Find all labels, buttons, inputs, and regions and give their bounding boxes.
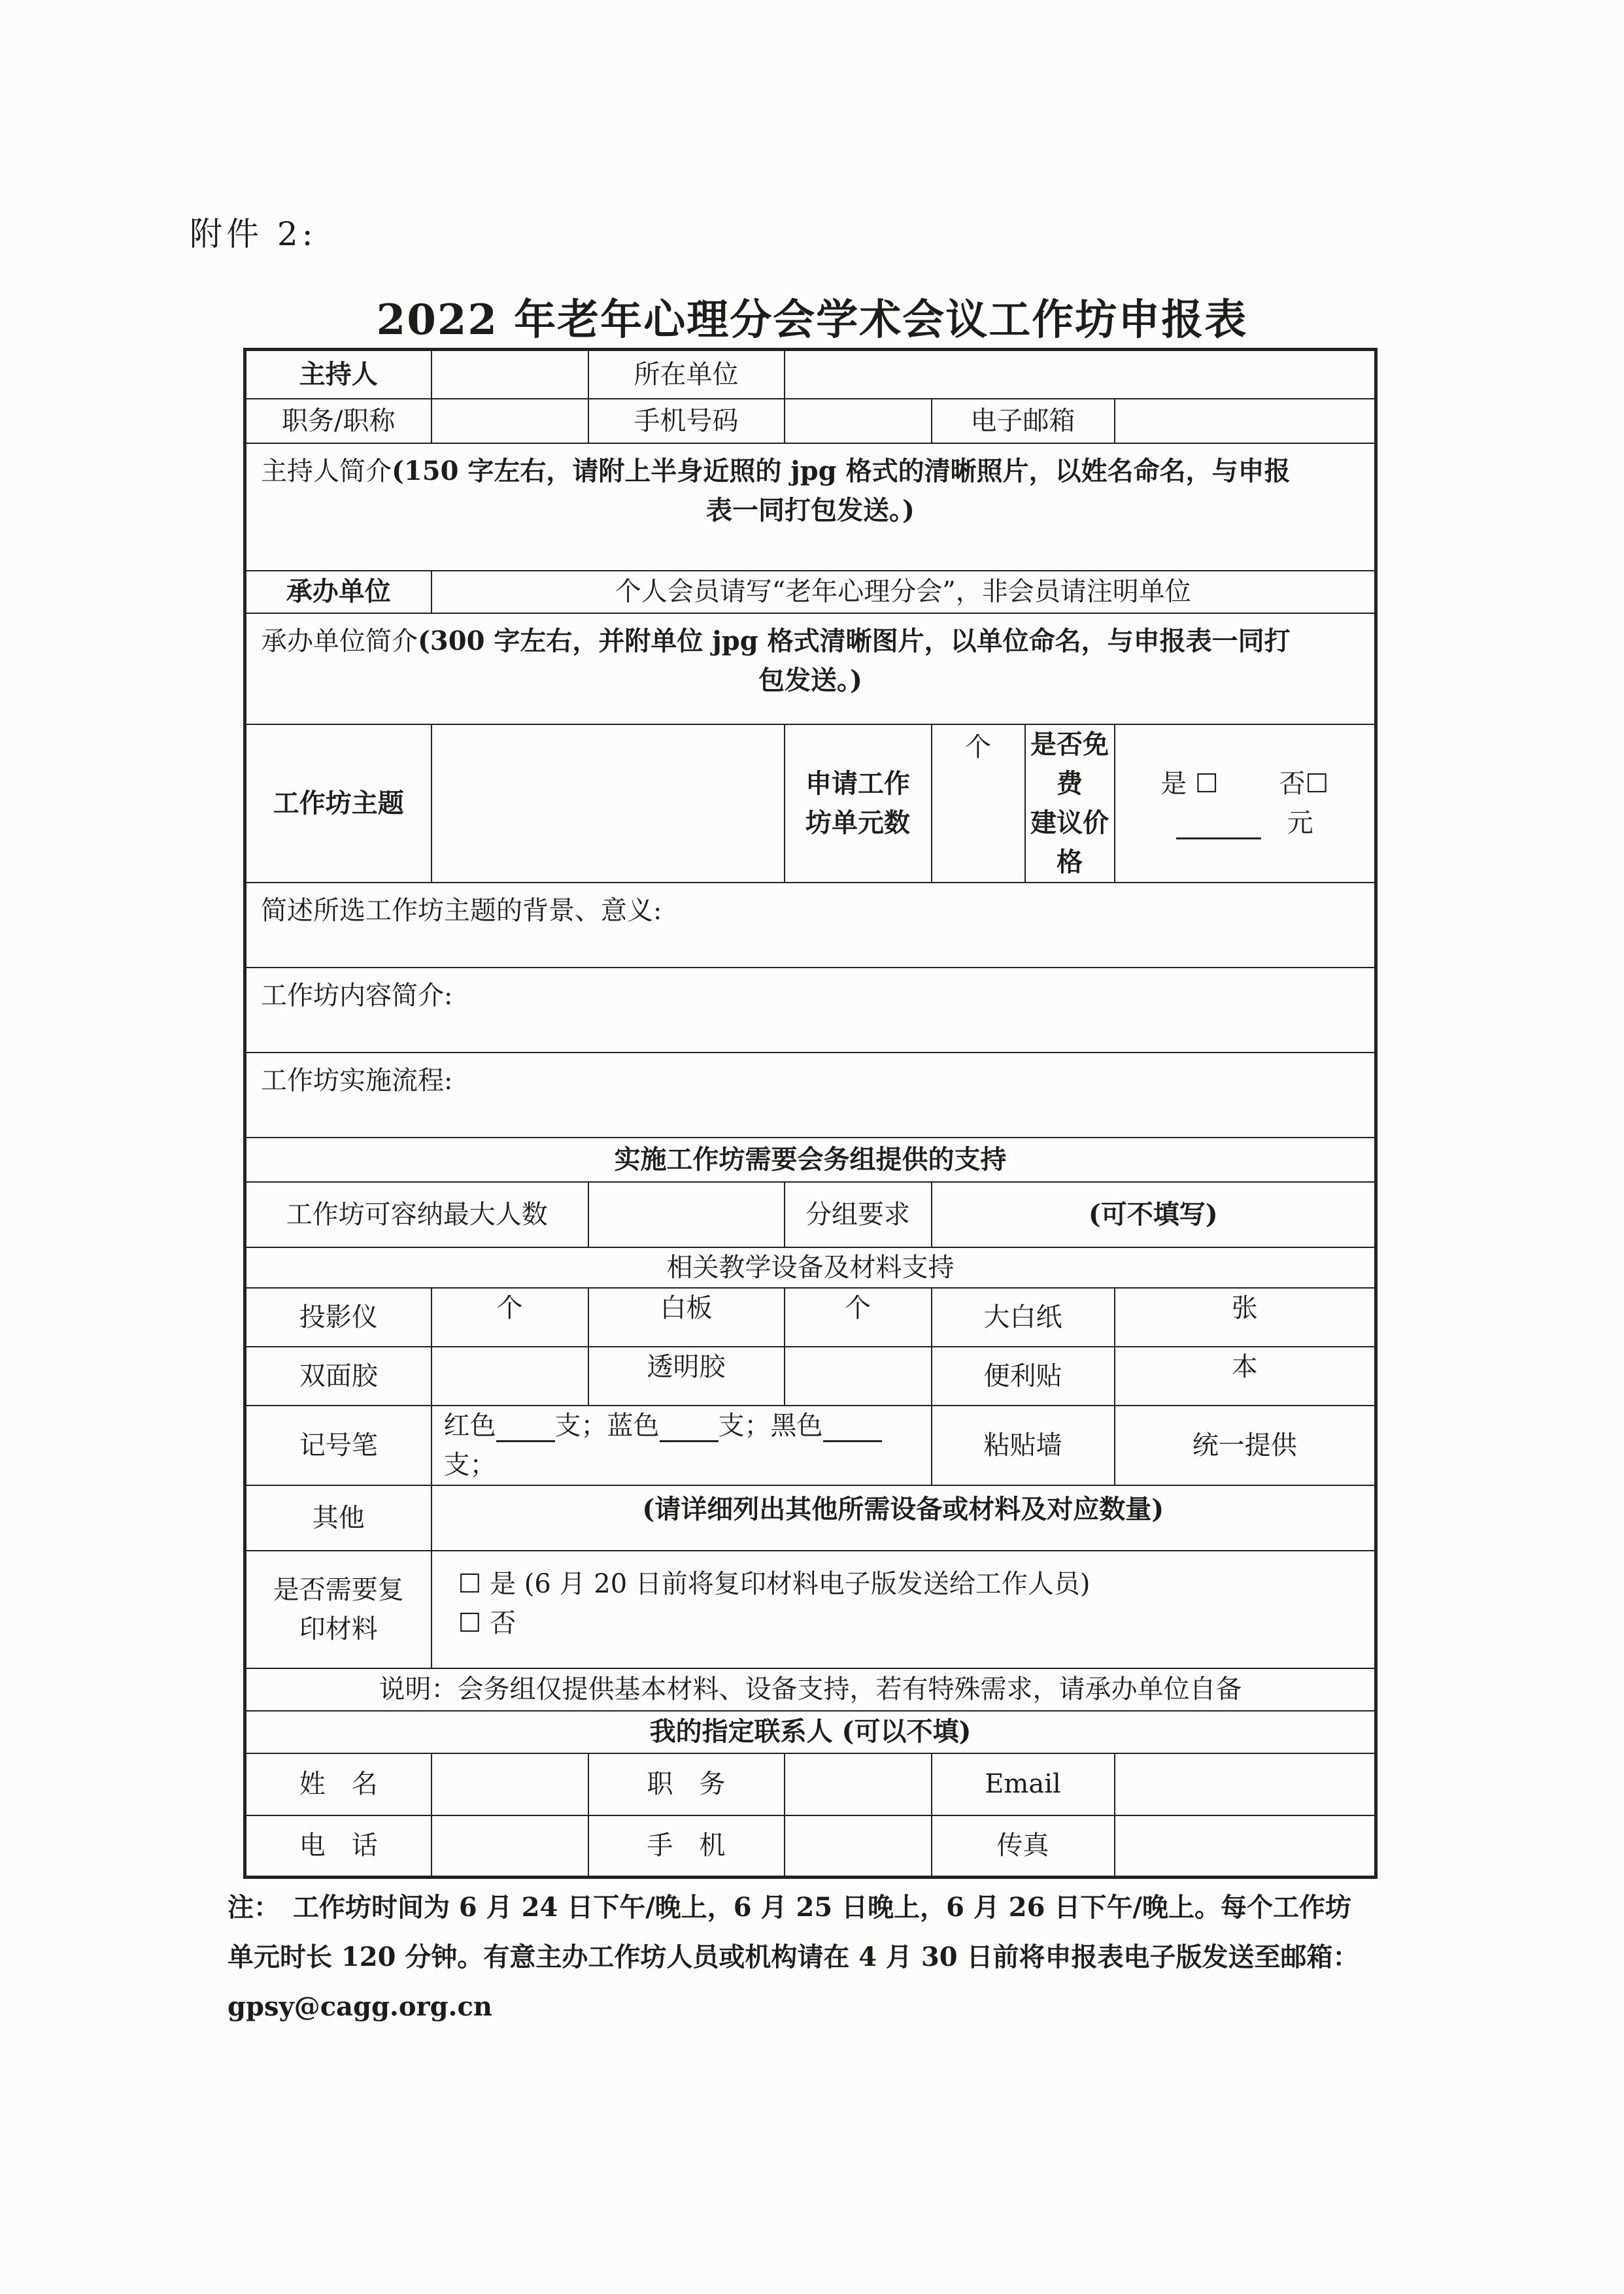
form-title: 2022 年老年心理分会学术会议工作坊申报表 xyxy=(376,295,1248,345)
unit-value-cell[interactable] xyxy=(785,350,1376,399)
blue-unit: 支 xyxy=(718,1410,745,1441)
background-label[interactable]: 简述所选工作坊主题的背景、意义: xyxy=(245,883,1376,968)
support-heading: 实施工作坊需要会务组提供的支持 xyxy=(245,1138,1376,1182)
contact-tel-label: 电 话 xyxy=(245,1815,431,1878)
application-form-table xyxy=(243,348,1378,1879)
process-label[interactable]: 工作坊实施流程: xyxy=(245,1053,1376,1138)
red-label: 红色 xyxy=(443,1410,496,1441)
blue-label: ；蓝色 xyxy=(581,1410,660,1441)
contact-tel-value-cell[interactable] xyxy=(431,1815,588,1878)
black-label: ；黑色 xyxy=(744,1410,823,1441)
host-value-cell[interactable] xyxy=(431,350,588,399)
price-blank[interactable] xyxy=(1176,809,1261,839)
copy-options xyxy=(431,1551,1376,1668)
host-intro-cell[interactable] xyxy=(245,443,1376,571)
workshop-theme-label: 工作坊主题 xyxy=(245,724,431,883)
phone-label: 手机号码 xyxy=(588,399,785,443)
process-row xyxy=(245,1053,1376,1138)
content-row xyxy=(245,968,1376,1053)
marker-colors xyxy=(431,1406,932,1485)
price-suffix: 元 xyxy=(1287,807,1313,838)
sticky-notes-label: 便利贴 xyxy=(932,1347,1115,1406)
contact-row-1 xyxy=(245,1753,1376,1815)
explain-row xyxy=(245,1668,1376,1711)
copy-no-option[interactable]: ☐ 否 xyxy=(458,1608,516,1638)
email-value-cell[interactable] xyxy=(1115,399,1376,443)
transparent-tape-value-cell[interactable] xyxy=(785,1347,932,1406)
other-hint[interactable]: (请详细列出其他所需设备或材料及对应数量) xyxy=(431,1485,1376,1551)
max-people-label: 工作坊可容纳最大人数 xyxy=(245,1182,588,1247)
tape-row xyxy=(245,1347,1376,1406)
copy-label-line1: 是否需要复 xyxy=(273,1574,404,1605)
units-suffix[interactable]: 个 xyxy=(932,725,1025,882)
free-line1: 是否免费 xyxy=(1030,728,1109,799)
org-row xyxy=(245,571,1376,613)
host-intro-label: 主持人简介 xyxy=(261,456,392,486)
apply-units-line1: 申请工作 xyxy=(805,767,910,799)
contact-name-label: 姓 名 xyxy=(245,1753,431,1815)
whiteboard-unit[interactable]: 个 xyxy=(785,1288,932,1347)
projector-unit[interactable]: 个 xyxy=(431,1288,588,1347)
footnote xyxy=(228,1883,1378,2032)
max-people-row xyxy=(245,1182,1376,1247)
contact-heading: 我的指定联系人 (可以不填) xyxy=(245,1711,1376,1753)
position-value-cell[interactable] xyxy=(431,399,588,443)
position-label: 职务/职称 xyxy=(245,399,431,443)
copy-label-line2: 印材料 xyxy=(299,1613,378,1644)
other-label: 其他 xyxy=(245,1485,431,1551)
copy-row xyxy=(245,1551,1376,1668)
apply-units-label xyxy=(785,724,932,883)
contact-email-label: Email xyxy=(932,1753,1115,1815)
no-checkbox[interactable]: 否☐ xyxy=(1279,768,1329,799)
contact-email-value-cell[interactable] xyxy=(1115,1753,1376,1815)
max-people-value-cell[interactable] xyxy=(588,1182,785,1247)
org-intro-cell[interactable] xyxy=(245,613,1376,724)
whiteboard-label: 白板 xyxy=(588,1288,785,1347)
org-hint[interactable]: 个人会员请写“老年心理分会”，非会员请注明单位 xyxy=(431,571,1376,613)
phone-value-cell[interactable] xyxy=(785,399,932,443)
contact-name-value-cell[interactable] xyxy=(431,1753,588,1815)
content-label[interactable]: 工作坊内容简介: xyxy=(245,968,1376,1053)
footnote-line1: 注： 工作坊时间为 6 月 24 日下午/晚上，6 月 25 日晚上，6 月 26 日下午/晚上。每个工作坊 xyxy=(228,1892,1351,1923)
unit-label: 所在单位 xyxy=(588,350,785,399)
free-line2: 建议价格 xyxy=(1030,807,1109,877)
contact-fax-value-cell[interactable] xyxy=(1115,1815,1376,1878)
big-paper-unit[interactable]: 张 xyxy=(1115,1288,1376,1347)
background-row xyxy=(245,883,1376,968)
contact-fax-label: 传真 xyxy=(932,1815,1115,1878)
black-unit: 支 xyxy=(443,1449,470,1480)
red-blank[interactable] xyxy=(496,1411,555,1442)
contact-row-2 xyxy=(245,1815,1376,1878)
copy-label xyxy=(245,1551,431,1668)
org-intro-hint-2: 包发送。) xyxy=(758,664,862,696)
footnote-email[interactable]: gpsy@cagg.org.cn xyxy=(228,1991,492,2022)
other-row xyxy=(245,1485,1376,1551)
equipment-heading: 相关教学设备及材料支持 xyxy=(245,1247,1376,1288)
email-label: 电子邮箱 xyxy=(932,399,1115,443)
org-intro-row xyxy=(245,613,1376,724)
contact-duty-value-cell[interactable] xyxy=(785,1753,932,1815)
double-tape-label: 双面胶 xyxy=(245,1347,431,1406)
host-row xyxy=(245,350,1376,399)
sticky-wall-label: 粘贴墙 xyxy=(932,1406,1115,1485)
contact-duty-label: 职 务 xyxy=(588,1753,785,1815)
explain-text: 说明：会务组仅提供基本材料、设备支持，若有特殊需求，请承办单位自备 xyxy=(245,1668,1376,1711)
workshop-theme-row xyxy=(245,724,1376,883)
org-label: 承办单位 xyxy=(245,571,431,613)
support-heading-row xyxy=(245,1138,1376,1182)
free-options-cell xyxy=(1115,724,1376,883)
unified-label: 统一提供 xyxy=(1115,1406,1376,1485)
attachment-label: 附件 2: xyxy=(190,215,317,253)
marker-end-semicolon: ； xyxy=(469,1449,496,1480)
sticky-notes-unit[interactable]: 本 xyxy=(1115,1347,1376,1406)
double-tape-value-cell[interactable] xyxy=(431,1347,588,1406)
marker-label: 记号笔 xyxy=(245,1406,431,1485)
grouping-label: 分组要求 xyxy=(785,1182,932,1247)
host-intro-row xyxy=(245,443,1376,571)
footnote-line2: 单元时长 120 分钟。有意主办工作坊人员或机构请在 4 月 30 日前将申报表电子版发送至邮箱： xyxy=(228,1942,1359,1972)
org-intro-label: 承办单位简介 xyxy=(261,626,418,656)
black-blank[interactable] xyxy=(823,1411,882,1442)
equipment-heading-row xyxy=(245,1247,1376,1288)
blue-blank[interactable] xyxy=(660,1411,719,1442)
yes-checkbox[interactable]: 是 ☐ xyxy=(1160,768,1219,799)
host-intro-hint-2: 表一同打包发送。) xyxy=(706,494,915,526)
units-and-free-cell xyxy=(932,724,1115,883)
big-paper-label: 大白纸 xyxy=(932,1288,1115,1347)
projector-row xyxy=(245,1288,1376,1347)
units-free-subtable xyxy=(932,725,1114,882)
contact-mobile-value-cell[interactable] xyxy=(785,1815,932,1878)
transparent-tape-label: 透明胶 xyxy=(588,1347,785,1406)
contact-mobile-label: 手 机 xyxy=(588,1815,785,1878)
contact-heading-row xyxy=(245,1711,1376,1753)
optional-hint[interactable]: (可不填写) xyxy=(932,1182,1376,1247)
apply-units-line2: 坊单元数 xyxy=(805,807,910,838)
workshop-theme-value-cell[interactable] xyxy=(431,724,785,883)
red-unit: 支 xyxy=(554,1410,581,1441)
marker-row xyxy=(245,1406,1376,1485)
org-intro-hint-1: (300 字左右，并附单位 jpg 格式清晰图片，以单位命名，与申报表一同打 xyxy=(418,625,1291,656)
free-label xyxy=(1025,725,1114,882)
host-intro-hint-1: (150 字左右，请附上半身近照的 jpg 格式的清晰照片，以姓名命名，与申报 xyxy=(392,455,1291,486)
host-label: 主持人 xyxy=(245,350,431,399)
copy-yes-option[interactable]: ☐ 是 (6 月 20 日前将复印材料电子版发送给工作人员) xyxy=(458,1568,1091,1599)
position-row xyxy=(245,399,1376,443)
projector-label: 投影仪 xyxy=(245,1288,431,1347)
